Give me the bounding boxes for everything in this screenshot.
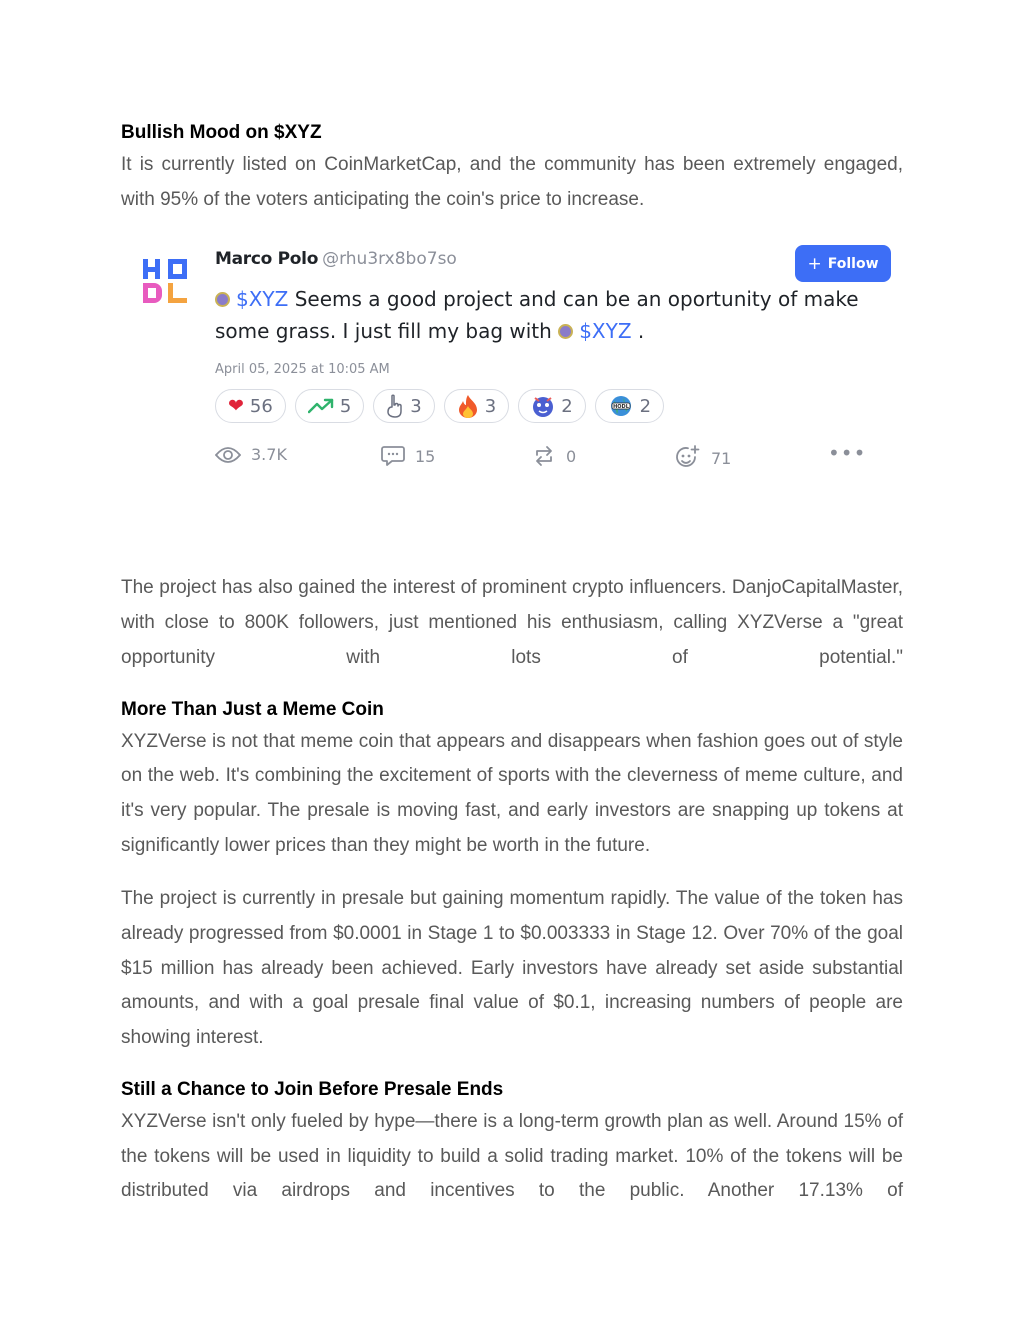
heart-icon: ❤ — [228, 394, 244, 417]
comment-icon — [381, 445, 405, 467]
post-text — [215, 283, 875, 347]
author-handle[interactable]: @rhu3rx8bo7so — [322, 249, 457, 270]
svg-text:HODL: HODL — [612, 404, 629, 411]
follow-button[interactable] — [795, 245, 891, 282]
paragraph: The project is currently in presale but gaining momentum rapidly. The value of the token has already progressed from $0.0001 in Stage 1 to $0.003333 in Stage 12. Over 70% of the goal $15 million has already been achieved. Early investors have already set aside substantial amounts, and with a goal presale final value of $0.1, increasing numbers of people are showing interest. — [121, 888, 903, 1049]
reaction-count: 2 — [639, 395, 652, 417]
author-name[interactable]: Marco Polo — [215, 249, 319, 270]
section-heading: Still a Chance to Join Before Presale Ends — [121, 1078, 504, 1100]
embedded-post — [121, 245, 903, 543]
views-stat[interactable] — [215, 445, 287, 464]
comments-stat[interactable] — [381, 445, 435, 467]
post-stats — [215, 441, 875, 469]
hodl-logo-icon — [141, 257, 189, 305]
post-date: April 05, 2025 at 10:05 AM — [215, 362, 390, 378]
paragraph: XYZVerse is not that meme coin that appears and disappears when fashion goes out of style on the web. It's combining the excitement of sports with the cleverness of meme culture, and it's very popular. The presale is moving fast, and early investors are snapping up tokens at significantly lower prices than they might be worth in the future. — [121, 730, 903, 856]
reaction-fire[interactable] — [444, 389, 509, 423]
post-body: Seems a good project and can be an oportunity of make some grass. I just fill my bag with — [215, 287, 859, 344]
reaction-bar — [215, 389, 664, 423]
reaction-count: 3 — [410, 395, 422, 417]
rocket-face-icon — [531, 394, 555, 418]
reposts-count: 0 — [566, 446, 577, 466]
thumb-icon — [386, 394, 404, 418]
post-author — [215, 249, 457, 269]
reaction-count: 3 — [484, 395, 497, 417]
repost-icon — [532, 445, 556, 467]
reaction-heart[interactable] — [215, 389, 286, 423]
coin-icon — [215, 292, 230, 307]
reposts-stat[interactable] — [532, 445, 576, 467]
follow-label: Follow — [827, 255, 879, 272]
comments-count: 15 — [415, 446, 436, 466]
section-heading: More Than Just a Meme Coin — [121, 698, 384, 720]
add-reaction-icon — [675, 445, 701, 471]
fire-icon — [457, 394, 479, 418]
reaction-hodl-globe[interactable] — [595, 389, 664, 423]
ticker-link[interactable]: $XYZ — [579, 319, 632, 344]
reacts-count: 71 — [711, 448, 732, 468]
trending-up-icon — [308, 398, 334, 414]
reaction-rocket-face[interactable] — [518, 389, 585, 423]
paragraph: XYZVerse isn't only fueled by hype—there is a long-term growth plan as well. Around 15% of the tokens will be used in liquidity to build a solid trading market. 10% of the tokens will be distributed via airdrops and incentives to the public. Another 17.13% of — [121, 1110, 903, 1202]
hodl-globe-icon — [608, 394, 634, 418]
paragraph: The project has also gained the interest of prominent crypto influencers. DanjoCapitalMaster, with close to 800K followers, just mentioned his enthusiasm, calling XYZVerse a "great opportunity with lots of potential." — [121, 577, 903, 668]
plus-icon: + — [807, 253, 822, 274]
eye-icon — [215, 446, 241, 464]
react-stat[interactable] — [675, 445, 731, 471]
post-body-end: . — [637, 319, 645, 344]
more-options-icon[interactable]: ••• — [828, 441, 867, 466]
paragraph: It is currently listed on CoinMarketCap, and the community has been extremely engaged, with 95% of the voters anticipating the coin's price to increase. — [121, 154, 903, 210]
ticker-link[interactable]: $XYZ — [236, 287, 289, 312]
section-heading: Bullish Mood on $XYZ — [121, 122, 322, 143]
reaction-thumb[interactable] — [373, 389, 434, 423]
reaction-count: 5 — [339, 395, 352, 417]
views-count: 3.7K — [251, 445, 287, 465]
article — [121, 118, 903, 1209]
reaction-count: 56 — [249, 395, 273, 417]
reaction-trending[interactable] — [295, 389, 364, 423]
reaction-count: 2 — [561, 395, 573, 417]
coin-icon — [558, 324, 573, 339]
